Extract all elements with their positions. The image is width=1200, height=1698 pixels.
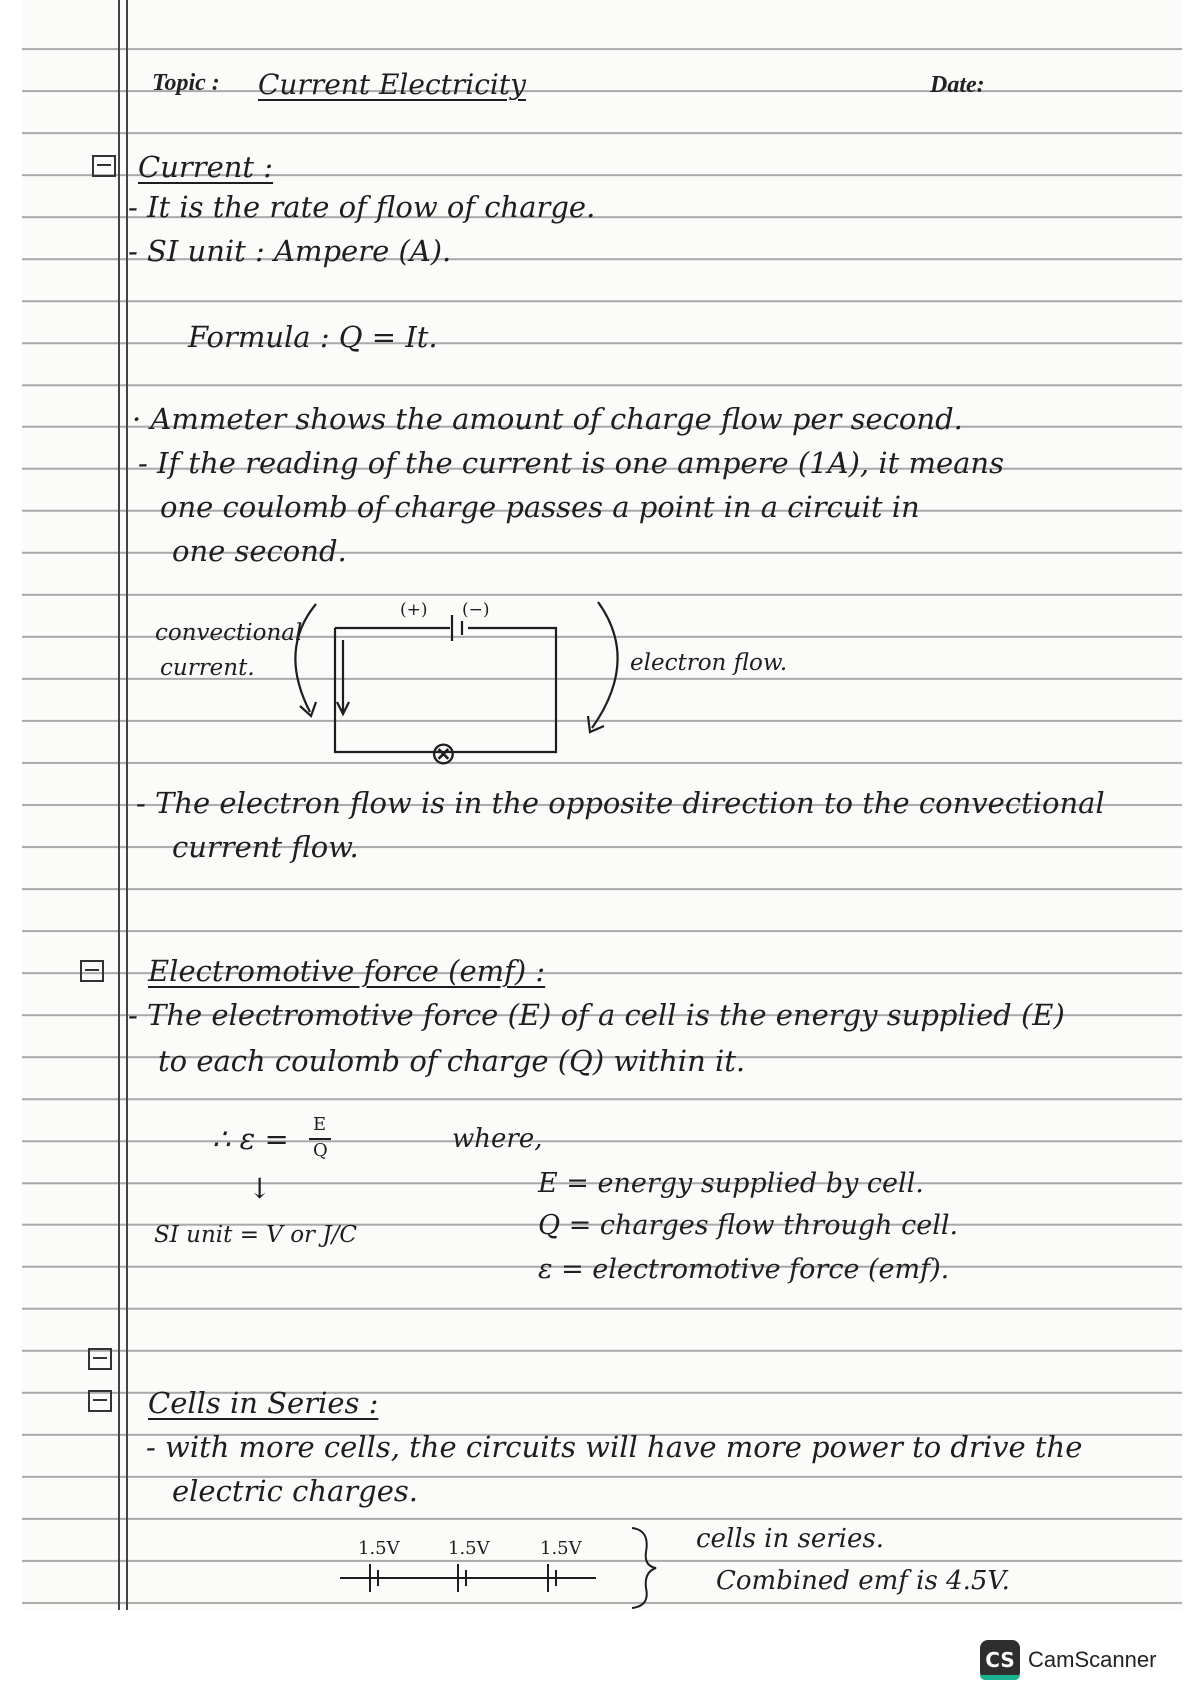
current-definition: - It is the rate of flow of charge. — [128, 190, 596, 224]
section-bullet-icon — [92, 155, 116, 177]
current-heading: Current : — [138, 150, 274, 184]
down-arrow-icon: ↓ — [248, 1172, 272, 1205]
series-line-2: electric charges. — [172, 1474, 418, 1508]
emf-definition-line-1: - The electromotive force (E) of a cell is the energy supplied (E) — [128, 998, 1065, 1032]
current-formula: Formula : Q = It. — [188, 320, 438, 354]
where-label: where, — [452, 1124, 543, 1154]
ammeter-statement: · Ammeter shows the amount of charge flow per second. — [132, 402, 963, 436]
section-bullet-icon — [88, 1348, 112, 1370]
conventional-label-line-1: convectional — [155, 620, 303, 646]
emf-heading: Electromotive force (emf) : — [148, 954, 546, 988]
emf-formula-denominator: Q — [313, 1140, 328, 1161]
definition-charge: Q = charges flow through cell. — [538, 1210, 959, 1241]
lamp-icon: ⊗ — [430, 734, 457, 772]
emf-formula-prefix: ∴ ε = — [212, 1122, 289, 1156]
series-heading: Cells in Series : — [148, 1386, 379, 1420]
emf-definition-line-2: to each coulomb of charge (Q) within it. — [158, 1044, 746, 1078]
margin-line-left — [118, 0, 120, 1610]
section-bullet-icon — [88, 1390, 112, 1412]
combined-emf-label: Combined emf is 4.5V. — [716, 1566, 1010, 1596]
cell-label-3: 1.5V — [540, 1538, 582, 1559]
definition-energy: E = energy supplied by cell. — [538, 1168, 924, 1199]
topic-label: Topic : — [152, 70, 220, 96]
electron-flow-label: electron flow. — [630, 650, 788, 676]
date-label: Date: — [930, 72, 985, 98]
cells-in-series-label: cells in series. — [696, 1524, 884, 1554]
battery-plus-label: (+) — [400, 600, 428, 620]
camscanner-watermark — [980, 1640, 1156, 1680]
cell-label-2: 1.5V — [448, 1538, 490, 1559]
series-line-1: - with more cells, the circuits will have more power to drive the — [146, 1430, 1083, 1464]
definition-emf: ε = electromotive force (emf). — [538, 1254, 950, 1285]
camscanner-text: CamScanner — [1028, 1647, 1157, 1672]
topic-value: Current Electricity — [258, 68, 526, 101]
reading-line-1: - If the reading of the current is one ampere (1A), it means — [138, 446, 1004, 480]
reading-line-2: one coulomb of charge passes a point in a circuit in — [160, 490, 920, 524]
section-bullet-icon — [80, 960, 104, 982]
camscanner-logo-icon: CS — [980, 1640, 1020, 1680]
cell-label-1: 1.5V — [358, 1538, 400, 1559]
conventional-label-line-2: current. — [160, 655, 255, 681]
emf-formula-numerator: E — [313, 1114, 327, 1135]
reading-line-3: one second. — [172, 534, 347, 568]
battery-minus-label: (−) — [462, 600, 490, 620]
opposite-direction-line-1: - The electron flow is in the opposite direction to the convectional — [136, 786, 1105, 820]
opposite-direction-line-2: current flow. — [172, 830, 359, 864]
emf-si-unit: SI unit = V or J/C — [154, 1222, 357, 1248]
current-si-unit: - SI unit : Ampere (A). — [128, 234, 452, 268]
